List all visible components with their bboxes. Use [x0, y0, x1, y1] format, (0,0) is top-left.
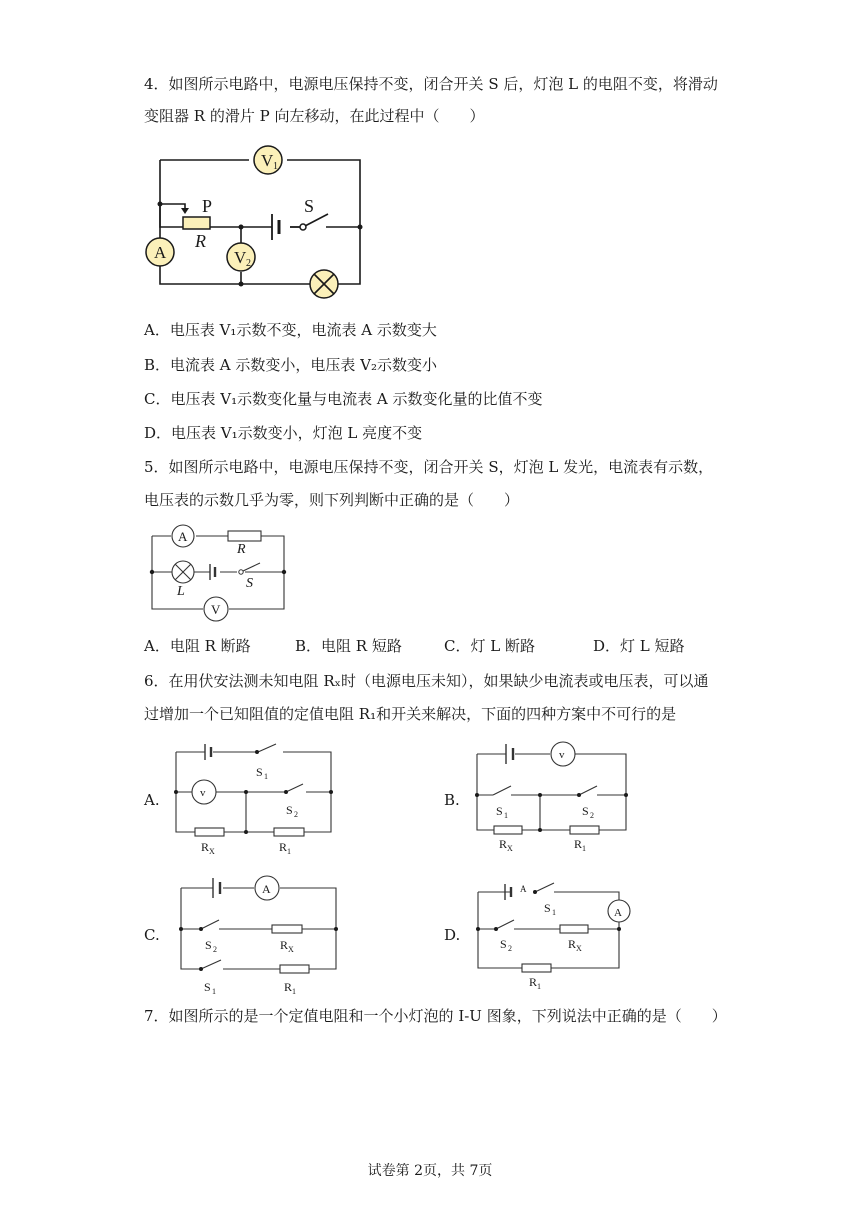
switch-s1-sub: 1: [552, 908, 556, 917]
ammeter-label: A: [178, 529, 188, 544]
switch-s2-label: S: [582, 804, 589, 818]
switch-s1-label: S: [204, 980, 211, 994]
q5-option-a: A．电阻 R 断路: [144, 637, 251, 655]
q6-circuit-a: [172, 740, 337, 862]
slider-p-label: P: [202, 196, 213, 216]
switch-s2-label: S: [500, 937, 507, 951]
v2-sub: 2: [246, 258, 251, 269]
rx-sub: X: [209, 847, 215, 856]
switch-s1-sub: 1: [504, 811, 508, 820]
q6-circuit-b: [473, 740, 633, 862]
q6-option-b-label: B.: [444, 791, 460, 809]
rx-label: R: [499, 837, 508, 851]
rx-label: R: [201, 840, 210, 854]
rx-label: R: [280, 938, 289, 952]
r1-label: R: [574, 837, 583, 851]
switch-s2-label: S: [205, 938, 212, 952]
switch-s-label: S: [246, 576, 253, 591]
resistor-r-label: R: [195, 231, 206, 251]
r1-sub: 1: [537, 982, 541, 991]
q4-option-d: D．电压表 V₁示数变小，灯泡 L 亮度不变: [144, 424, 423, 442]
q4-option-b: B．电流表 A 示数变小，电压表 V₂示数变小: [144, 356, 438, 374]
rx-label: R: [568, 937, 577, 951]
voltmeter-label: V: [211, 602, 221, 617]
resistor-r-label: R: [237, 542, 246, 557]
rx-sub: X: [576, 944, 582, 953]
q6-option-c-label: C.: [144, 926, 160, 944]
voltmeter-label: v: [200, 787, 206, 799]
ammeter-label: A: [154, 243, 167, 262]
v2-label: V: [234, 248, 247, 267]
r1-sub: 1: [287, 847, 291, 856]
q5-option-b: B．电阻 R 短路: [295, 637, 402, 655]
page-footer: 试卷第 2页，共 7页: [367, 1163, 493, 1179]
q4-option-a: A．电压表 V₁示数不变，电流表 A 示数变大: [144, 321, 437, 339]
q5-stem-line2: 电压表的示数几乎为零，则下列判断中正确的是（ ）: [144, 491, 520, 509]
ammeter-label: A: [262, 882, 271, 896]
q6-stem-line1: 6．在用伏安法测未知电阻 Rₓ时（电源电压未知），如果缺少电流表或电压表，可以通: [144, 672, 709, 690]
q4-circuit-diagram: [140, 140, 380, 305]
q5-option-c: C．灯 L 断路: [444, 637, 535, 655]
v1-label: V: [261, 151, 274, 170]
switch-s2-sub: 2: [294, 810, 298, 819]
switch-s2-sub: 2: [213, 945, 217, 954]
q6-option-a-label: A.: [144, 791, 160, 809]
small-a-label: A: [520, 884, 527, 894]
lamp-l-label: L: [177, 584, 185, 599]
switch-s1-label: S: [544, 901, 551, 915]
q4-stem-line2: 变阻器 R 的滑片 P 向左移动，在此过程中（ ）: [144, 107, 485, 125]
r1-label: R: [284, 980, 293, 994]
v1-sub: 1: [273, 161, 278, 172]
rx-sub: X: [507, 844, 513, 853]
r1-sub: 1: [292, 987, 296, 996]
q7-stem-line1: 7．如图所示的是一个定值电阻和一个小灯泡的 I-U 图象，下列说法中正确的是（ ）: [144, 1007, 727, 1025]
rx-sub: X: [288, 945, 294, 954]
switch-s-label: S: [304, 196, 315, 216]
ammeter-label: A: [614, 907, 622, 919]
q5-option-d: D．灯 L 短路: [593, 637, 685, 655]
q5-circuit-diagram: [148, 522, 288, 617]
r1-sub: 1: [582, 844, 586, 853]
switch-s1-label: S: [256, 765, 263, 779]
switch-s1-sub: 1: [212, 987, 216, 996]
q4-option-c: C．电压表 V₁示数变化量与电流表 A 示数变化量的比值不变: [144, 390, 543, 408]
switch-s1-label: S: [496, 804, 503, 818]
switch-s2-sub: 2: [590, 811, 594, 820]
r1-label: R: [279, 840, 288, 854]
q6-circuit-c: [175, 874, 340, 999]
voltmeter-label: v: [559, 749, 565, 761]
q5-stem-line1: 5．如图所示电路中，电源电压保持不变，闭合开关 S，灯泡 L 发光，电流表有示数，: [144, 458, 714, 476]
q6-option-d-label: D.: [444, 926, 461, 944]
q6-circuit-d: [474, 876, 639, 991]
switch-s1-sub: 1: [264, 772, 268, 781]
q4-stem-line1: 4．如图所示电路中，电源电压保持不变，闭合开关 S 后，灯泡 L 的电阻不变，将滑动: [144, 75, 718, 93]
switch-s2-label: S: [286, 803, 293, 817]
r1-label: R: [529, 975, 538, 989]
q6-stem-line2: 过增加一个已知阻值的定值电阻 R₁和开关来解决，下面的四种方案中不可行的是: [144, 705, 677, 723]
switch-s2-sub: 2: [508, 944, 512, 953]
